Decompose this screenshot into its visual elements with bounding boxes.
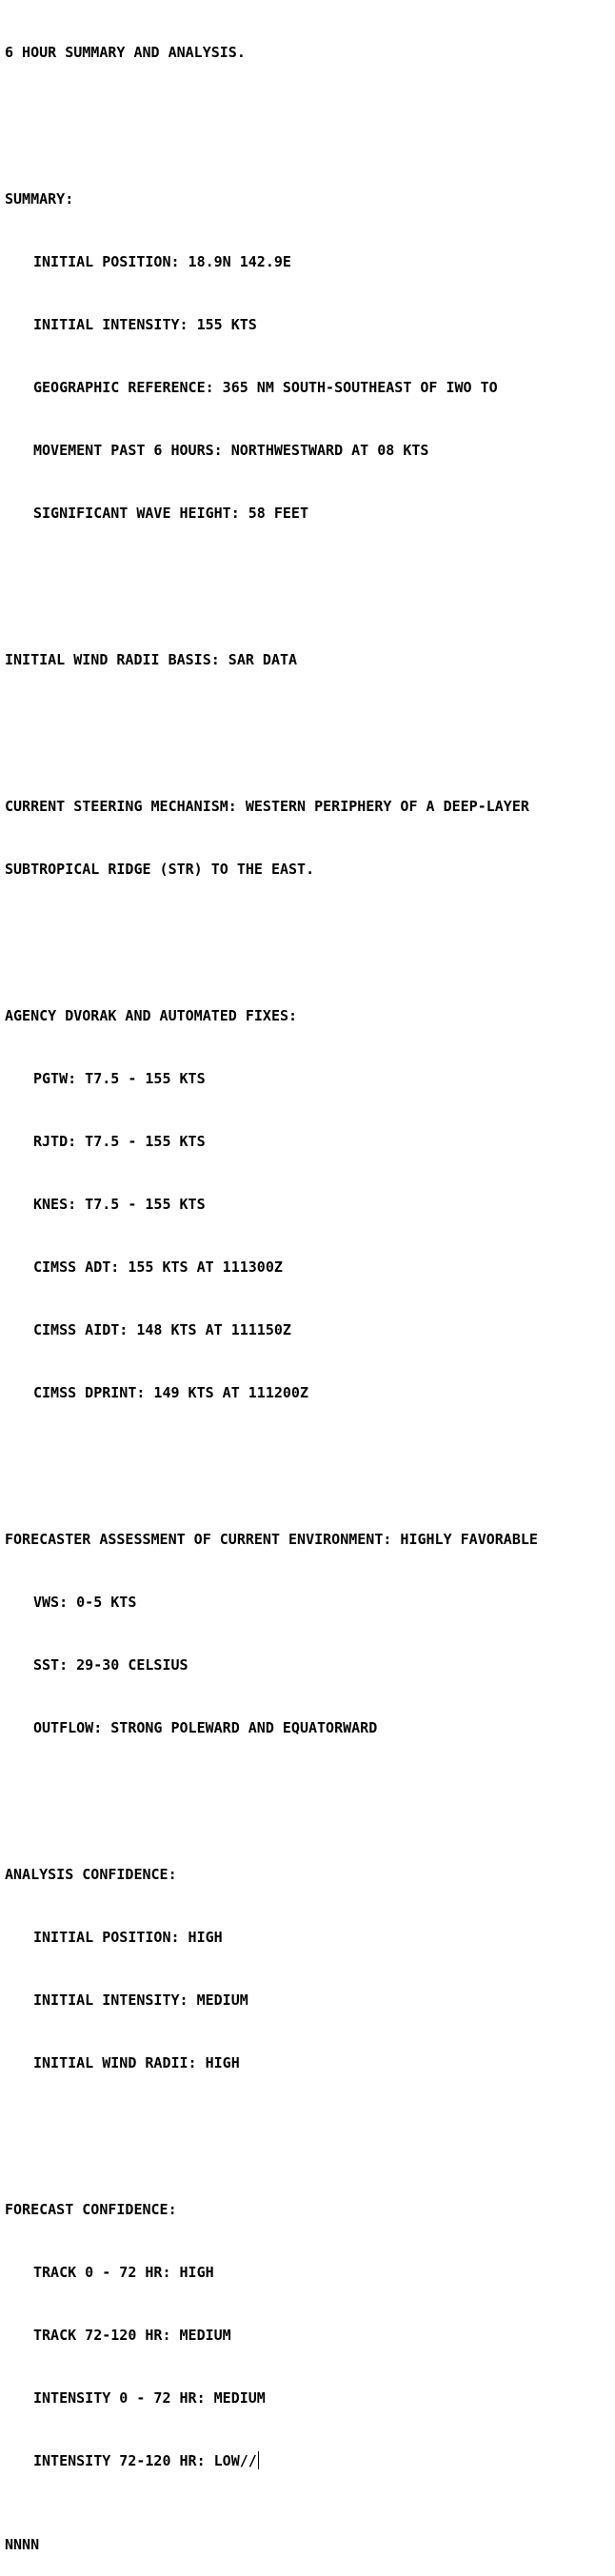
fix-item: PGTW: T7.5 - 155 KTS [33,1070,206,1087]
environment-item: SST: 29-30 CELSIUS [33,1656,188,1674]
forecast-confidence-heading: FORECAST CONFIDENCE: [5,2201,177,2218]
blank-line [5,712,612,733]
summary-heading: SUMMARY: [5,190,74,208]
blank-line [5,105,612,126]
summary-initial-intensity: INITIAL INTENSITY: 155 KTS [33,316,257,333]
blank-line [5,2115,612,2136]
analysis-confidence-item: INITIAL INTENSITY: MEDIUM [33,1991,248,2009]
analysis-confidence-heading: ANALYSIS CONFIDENCE: [5,1866,177,1883]
forecast-confidence-item: INTENSITY 72-120 HR: LOW// [33,2452,257,2469]
environment-item: VWS: 0-5 KTS [33,1594,137,1611]
environment-heading: FORECASTER ASSESSMENT OF CURRENT ENVIRONMENT: HIGHLY FAVORABLE [5,1531,538,1548]
fixes-heading: AGENCY DVORAK AND AUTOMATED FIXES: [5,1007,298,1024]
summary-initial-position: INITIAL POSITION: 18.9N 142.9E [33,253,291,270]
forecast-confidence-item: INTENSITY 0 - 72 HR: MEDIUM [33,2389,266,2407]
forecast-confidence-item: TRACK 72-120 HR: MEDIUM [33,2327,231,2344]
fix-item: CIMSS AIDT: 148 KTS AT 111150Z [33,1321,291,1338]
analysis-confidence-item: INITIAL POSITION: HIGH [33,1929,223,1946]
fix-item: CIMSS ADT: 155 KTS AT 111300Z [33,1258,283,1276]
text-cursor [258,2451,259,2469]
summary-geographic-reference: GEOGRAPHIC REFERENCE: 365 NM SOUTH-SOUTHEAST OF IWO TO [33,379,498,396]
forecast-confidence-item: TRACK 0 - 72 HR: HIGH [33,2264,214,2281]
steering-line-1: CURRENT STEERING MECHANISM: WESTERN PERIPHERY OF A DEEP-LAYER [5,798,529,815]
fix-item: RJTD: T7.5 - 155 KTS [33,1133,206,1150]
blank-line [5,1780,612,1801]
fix-item: CIMSS DPRINT: 149 KTS AT 111200Z [33,1384,308,1401]
wind-radii-basis: INITIAL WIND RADII BASIS: SAR DATA [5,651,298,668]
environment-item: OUTFLOW: STRONG POLEWARD AND EQUATORWARD [33,1719,378,1736]
fix-item: KNES: T7.5 - 155 KTS [33,1196,206,1213]
end-marker: NNNN [5,2536,40,2553]
summary-movement: MOVEMENT PAST 6 HOURS: NORTHWESTWARD AT 08 KTS [33,442,429,459]
blank-line [5,921,612,942]
document-title: 6 HOUR SUMMARY AND ANALYSIS. [5,44,246,61]
analysis-confidence-item: INITIAL WIND RADII: HIGH [33,2054,240,2071]
summary-wave-height: SIGNIFICANT WAVE HEIGHT: 58 FEET [33,505,308,522]
forecast-confidence-last-item[interactable] [5,2450,612,2471]
blank-line [5,565,612,586]
blank-line [5,1445,612,1466]
steering-line-2: SUBTROPICAL RIDGE (STR) TO THE EAST. [5,861,315,878]
bulletin-document [5,0,612,2576]
